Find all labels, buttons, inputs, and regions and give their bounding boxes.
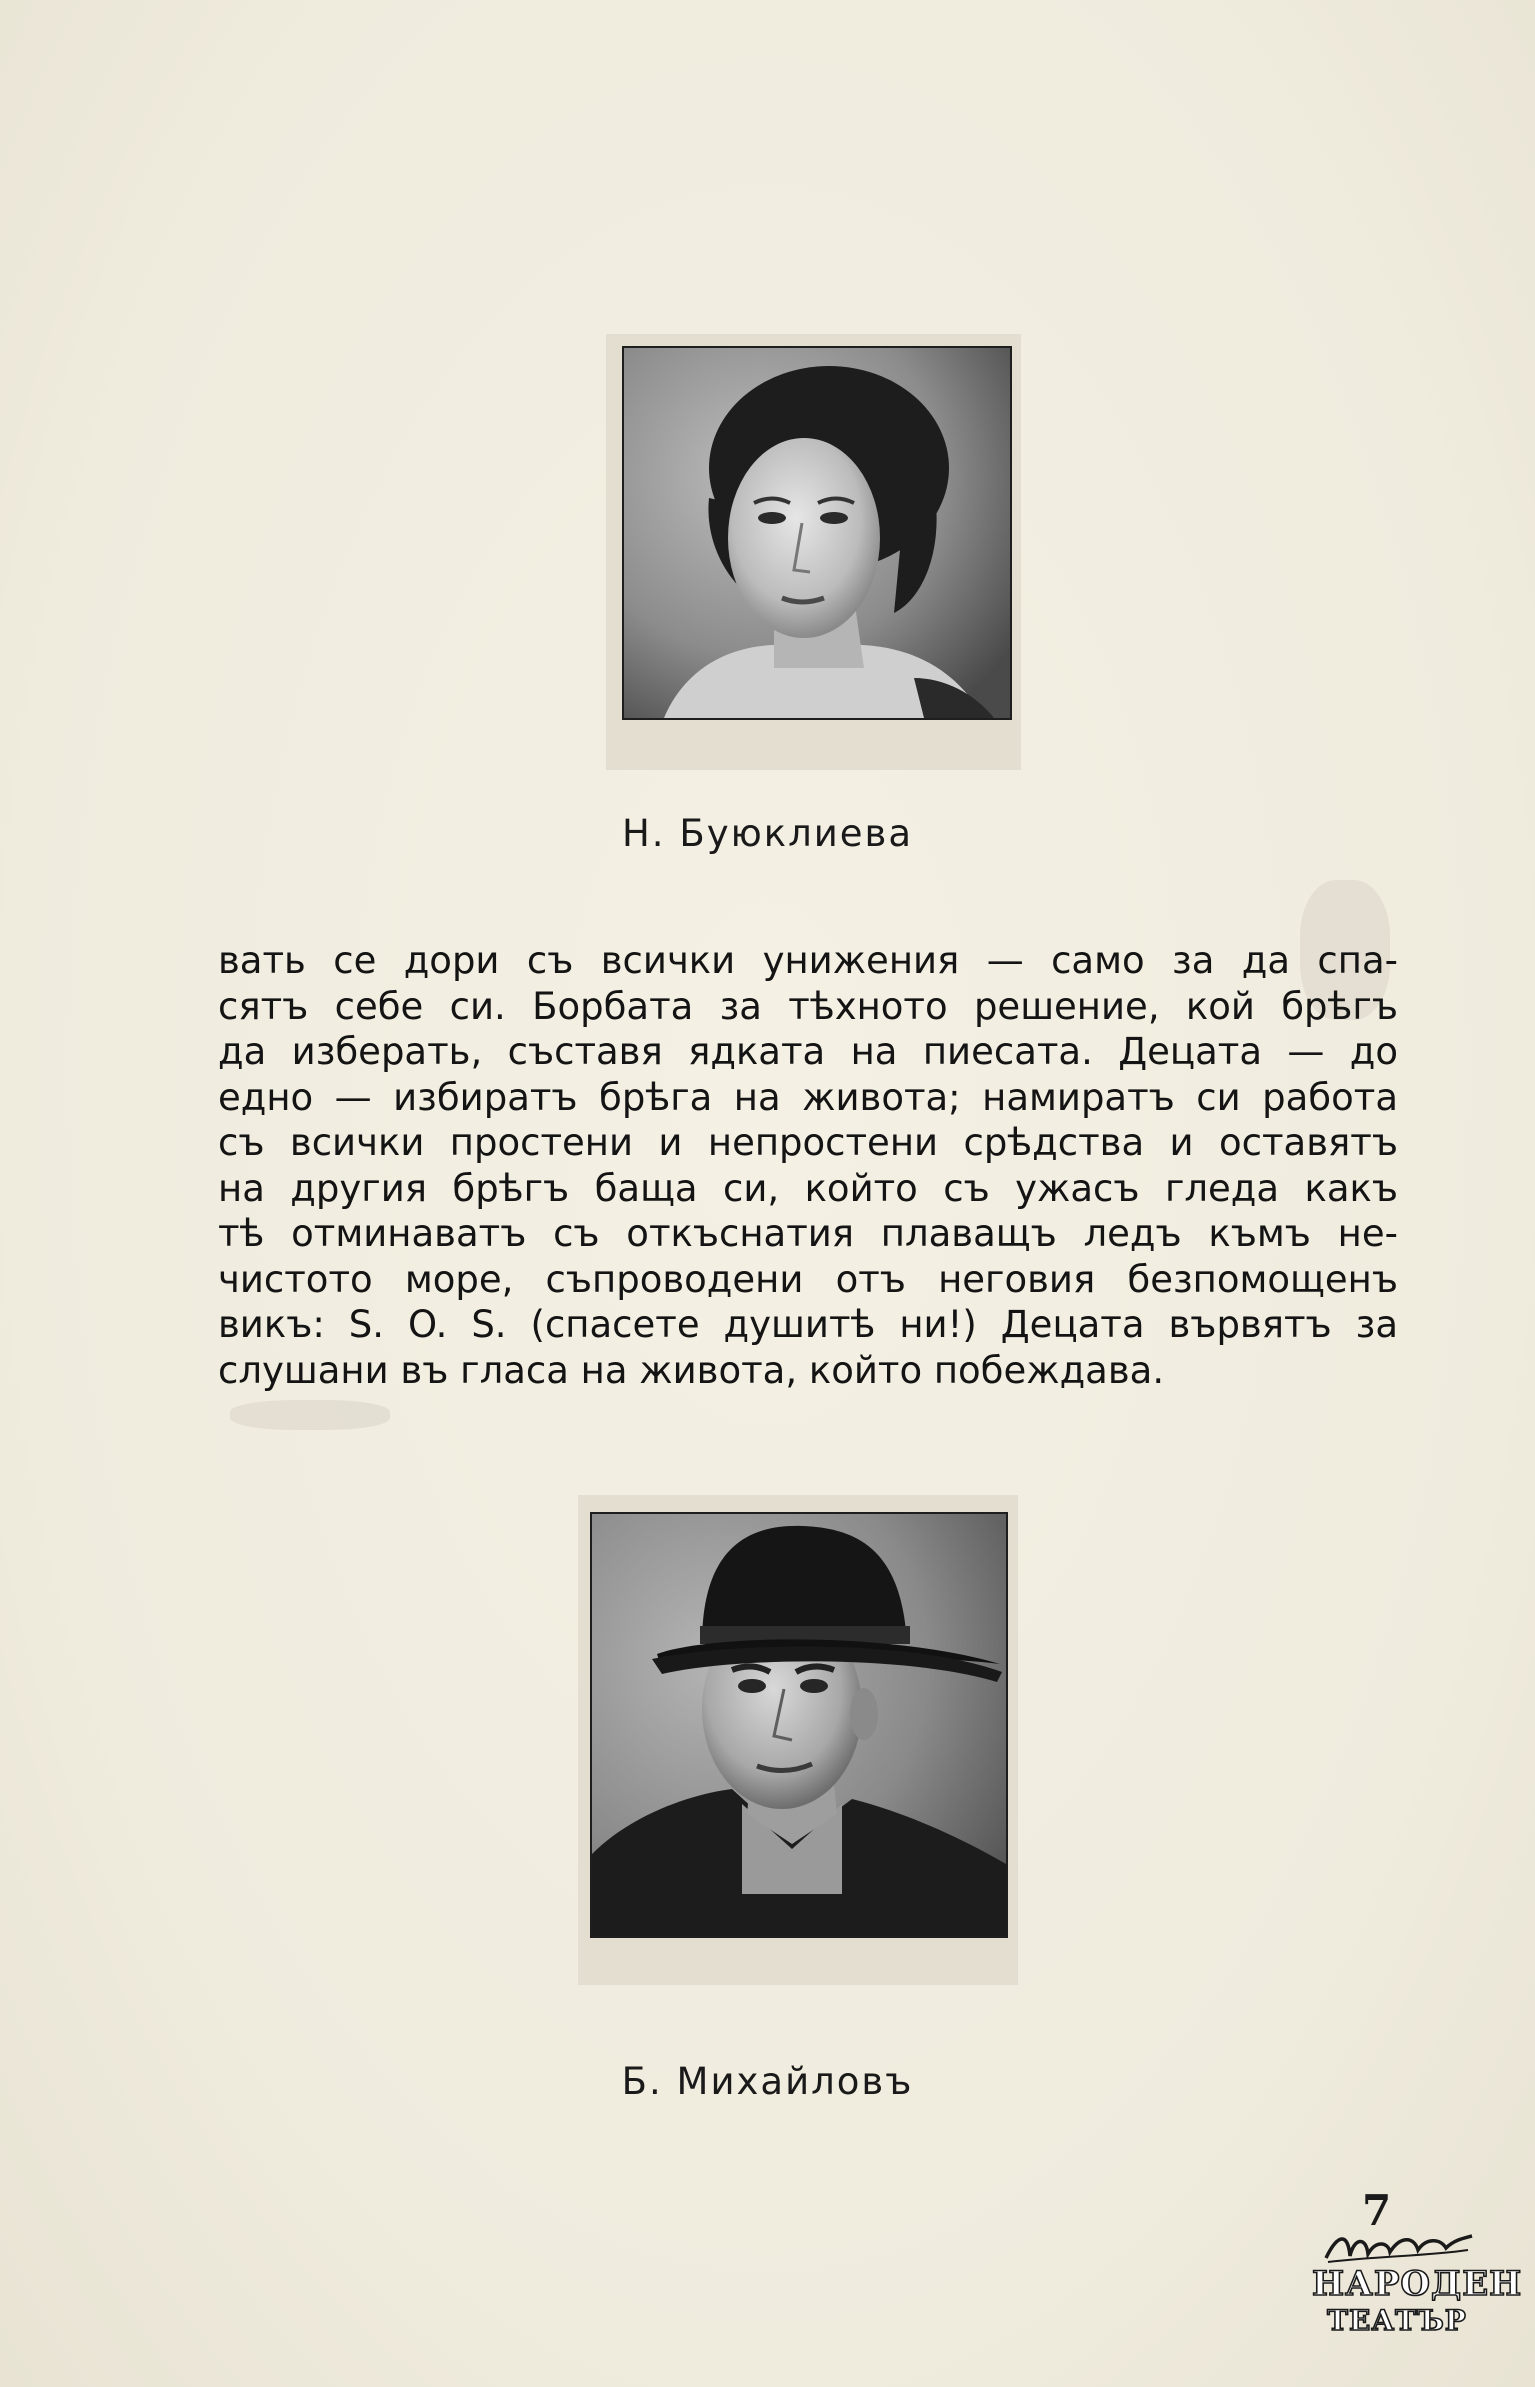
portrait-photo-buyuklieva [622,346,1012,720]
library-stamp [1312,2228,1523,2348]
portrait-woman-image [624,348,1010,718]
text-line: викъ: S. O. S. (спасете душитѣ ни!) Децата вървятъ за [218,1303,1398,1346]
text-line: съ всички простени и непростени срѣдства и оставятъ [218,1121,1398,1164]
portrait-man-image [592,1514,1006,1936]
caption-mihaylov: Б. Михайловъ [621,2060,914,2103]
portrait-photo-mihaylov [590,1512,1008,1938]
body-paragraph [218,938,1398,1393]
stamp-text-top: НАРОДЕН [1312,2264,1523,2304]
text-line: на другия брѣгъ баща си, който съ ужасъ гледа какъ [218,1166,1398,1210]
text-line: тѣ отминаватъ съ откъснатия плаващъ ледъ къмъ не- [218,1212,1398,1255]
text-line: едно — избиратъ брѣга на живота; намиратъ си работа [218,1075,1398,1119]
text-line: да изберать, съставя ядката на пиесата. Децата — до [218,1030,1398,1073]
signature-mark [1318,2228,1478,2268]
caption-buyuklieva: Н. Буюклиева [621,812,914,855]
page-number: 7 [1362,2186,1392,2235]
text-line: сятъ себе си. Борбата за тѣхното решение, кой брѣгъ [218,984,1398,1028]
stamp-text-bottom: ТЕАТЪР [1327,2304,1467,2337]
text-line: слушани въ гласа на живота, който побеждава. [218,1348,1165,1392]
text-line: чистото море, съпроводени отъ неговия безпомощенъ [218,1257,1398,1301]
paper-smudge [230,1400,390,1430]
text-line: вать се дори съ всички унижения — само за да спа- [218,939,1398,982]
